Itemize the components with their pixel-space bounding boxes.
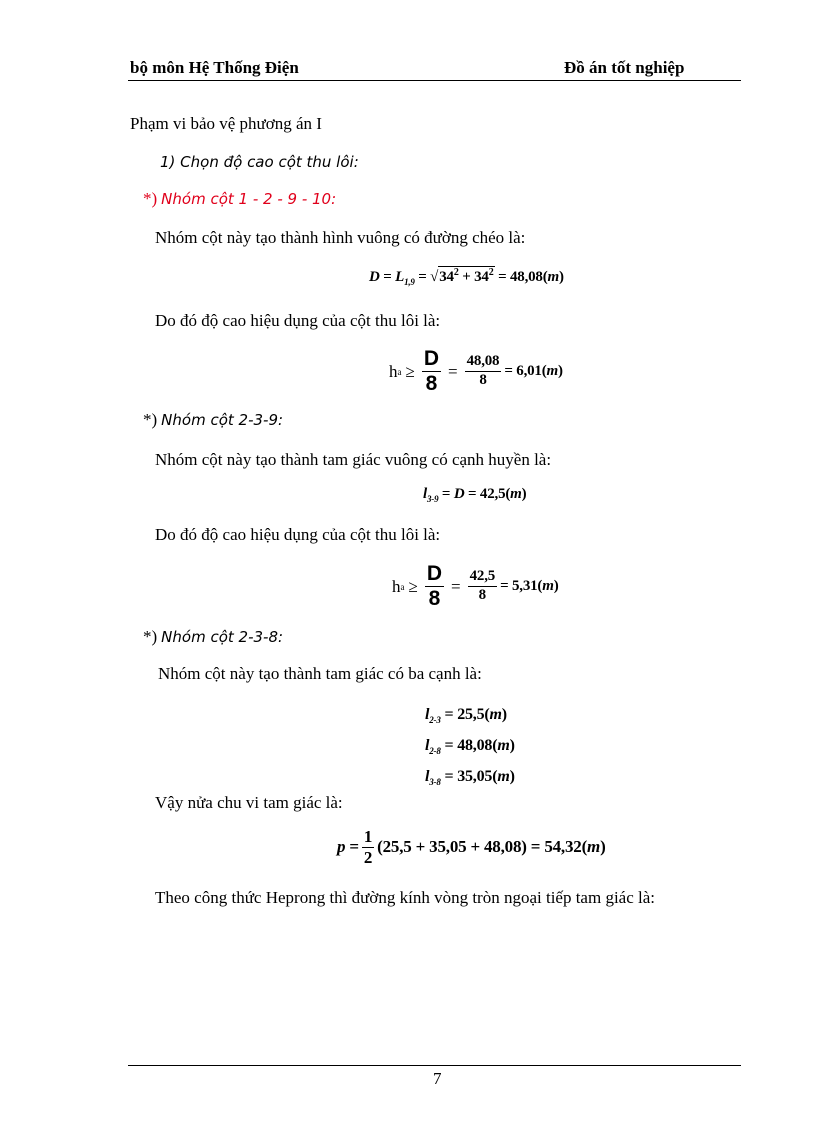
group1-title: Nhóm cột 1 - 2 - 9 - 10:: [161, 190, 337, 208]
group1-height-text: Do đó độ cao hiệu dụng của cột thu lôi là:: [155, 311, 441, 330]
closing-text: Theo công thức Heprong thì đường kính vòng tròn ngoại tiếp tam giác là:: [155, 888, 656, 907]
group3-heading: [143, 627, 283, 647]
side-3-8: $l_{3-8} = 35,05(m)$: [425, 768, 515, 787]
section-title: Phạm vi bảo vệ phương án I: [130, 114, 322, 133]
header-left: bộ môn Hệ Thống Điện: [130, 58, 299, 77]
group2-bullet: *): [143, 410, 158, 429]
group1-diagonal-equation: $D = L_{1,9} = √34^2 + 34^2 = 48,08(m)$: [369, 267, 564, 287]
side-2-8: $l_{2-8} = 48,08(m)$: [425, 737, 515, 756]
group1-bullet: *): [143, 189, 158, 208]
half-perimeter-equation: p = $\frac{1}{2}$ (25,5 + 35,05 + 48,08) = 54,32 ( m ): [337, 827, 606, 867]
group1-heading: [143, 189, 336, 209]
group3-title: Nhóm cột 2-3-8:: [161, 628, 284, 646]
group2-title: Nhóm cột 2-3-9:: [161, 411, 284, 429]
page-number: 7: [433, 1069, 442, 1088]
group3-description: Nhóm cột này tạo thành tam giác có ba cạnh là:: [158, 664, 482, 683]
group3-sides: [425, 702, 515, 795]
group2-description: Nhóm cột này tạo thành tam giác vuông có cạnh huyền là:: [155, 450, 552, 469]
side-2-3: $l_{2-3} = 25,5(m)$: [425, 706, 507, 725]
header-rule: [128, 80, 741, 81]
group1-description: Nhóm cột này tạo thành hình vuông có đường chéo là:: [155, 228, 526, 247]
group2-hypotenuse-equation: $l_{3-9} = D = 42,5(m)$: [423, 486, 527, 504]
group3-bullet: *): [143, 627, 158, 646]
group2-height-equation: h a ≥ $\frac{D}{8}$ = $\frac{42,5}{8}$ = 5,31(m): [392, 562, 559, 611]
footer-rule: [128, 1065, 741, 1066]
subsection-title: 1) Chọn độ cao cột thu lôi:: [160, 153, 359, 171]
half-perimeter-text: Vậy nửa chu vi tam giác là:: [155, 793, 343, 812]
group2-heading: [143, 410, 283, 430]
header-right: Đồ án tốt nghiệp: [564, 58, 685, 77]
group1-height-equation: h a ≥ $\frac{D}{8}$ = $\frac{48,08}{8}$ = 6,01(m): [389, 347, 563, 396]
group2-height-text: Do đó độ cao hiệu dụng của cột thu lôi là:: [155, 525, 441, 544]
